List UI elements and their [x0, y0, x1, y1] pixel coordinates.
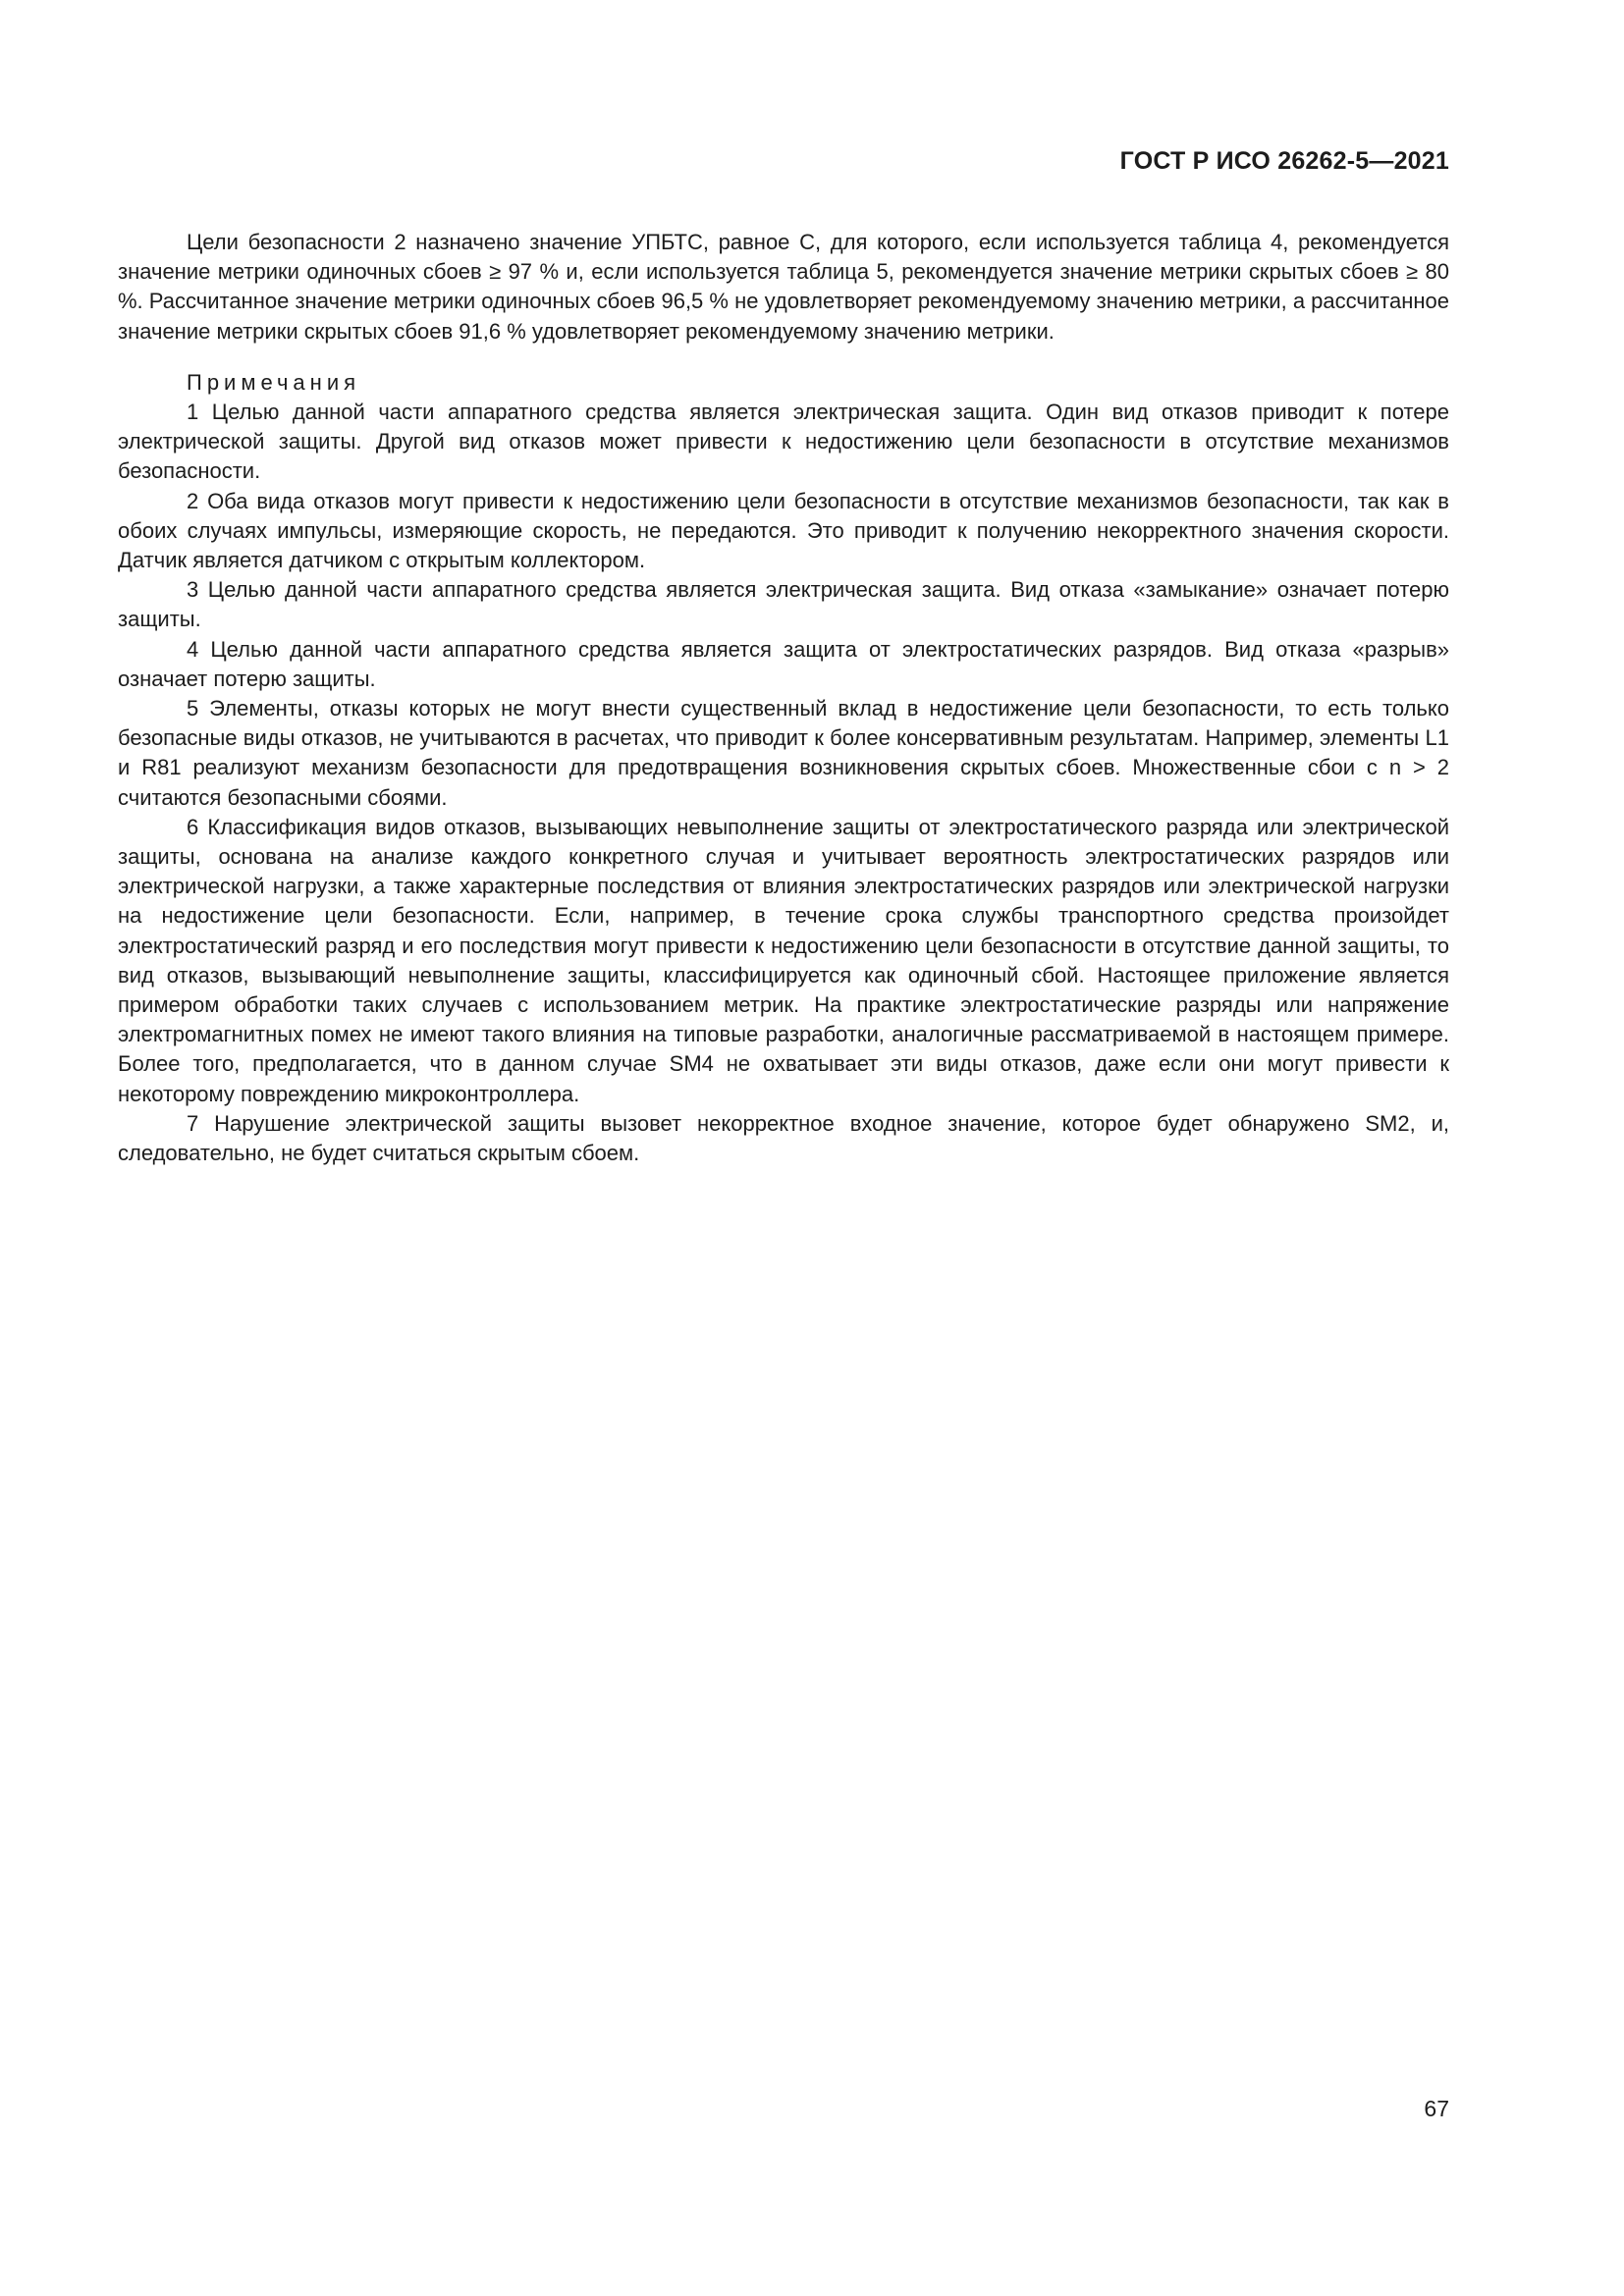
note-1: 1 Целью данной части аппаратного средства является электрическая защита. Один вид отказов приводит к потере электрической защиты. Другой вид отказов может привести к недостижению цели безопасности в отсутствие механизмов безопасности. [118, 400, 1449, 484]
note-3: 3 Целью данной части аппаратного средства является электрическая защита. Вид отказа «замыкание» означает потерю защиты. [118, 577, 1449, 632]
document-body [118, 228, 1449, 1168]
document-header: ГОСТ Р ИСО 26262-5—2021 [1119, 147, 1449, 175]
note-7: 7 Нарушение электрической защиты вызовет некорректное входное значение, которое будет обнаружено SM2, и, следовательно, не будет считаться скрытым сбоем. [118, 1110, 1449, 1166]
notes-title: Примечания [187, 369, 361, 395]
page-number: 67 [1424, 2096, 1449, 2121]
note-4: 4 Целью данной части аппаратного средства является защита от электростатических разрядов. Вид отказа «разрыв» означает потерю защиты. [118, 636, 1449, 691]
note-5: 5 Элементы, отказы которых не могут внести существенный вклад в недостижение цели безопасности, то есть только безопасные виды отказов, не учитываются в расчетах, что приводит к более консервативным результатам. Например, элементы L1 и R81 реализуют механизм безопасности для предотвращения возникновения скрытых сбоев. Множественные сбои с n > 2 считаются безопасными сбоями. [118, 696, 1449, 810]
intro-paragraph: Цели безопасности 2 назначено значение УПБТС, равное С, для которого, если используется таблица 4, рекомендуется значение метрики одиночных сбоев ≥ 97 % и, если используется таблица 5, рекомендуется значение метрики скрытых сбоев ≥ 80 %. Рассчитанное значение метрики одиночных сбоев 96,5 % не удовлетворяет рекомендуемому значению метрики, а рассчитанное значение метрики скрытых сбоев 91,6 % удовлетворяет рекомендуемому значению метрики. [118, 230, 1449, 344]
note-6: 6 Классификация видов отказов, вызывающих невыполнение защиты от электростатического разряда или электрической защиты, основана на анализе каждого конкретного случая и учитывает вероятность электростатических разрядов или электрической нагрузки, а также характерные последствия от влияния электростатических разрядов или электрической нагрузки на недостижение цели безопасности. Если, например, в течение срока службы транспортного средства произойдет электростатический разряд и его последствия могут привести к недостижению цели безопасности в отсутствие данной защиты, то вид отказов, вызывающий невыполнение защиты, классифицируется как одиночный сбой. Настоящее приложение является примером обработки таких случаев с использованием метрик. На практике электростатические разряды или напряжение электромагнитных помех не имеют такого влияния на типовые разработки, аналогичные рассматриваемой в настоящем примере. Более того, предполагается, что в данном случае SM4 не охватывает эти виды отказов, даже если они могут привести к некоторому повреждению микроконтроллера. [118, 814, 1449, 1106]
note-2: 2 Оба вида отказов могут привести к недостижению цели безопасности в отсутствие механизмов безопасности, так как в обоих случаях импульсы, измеряющие скорость, не передаются. Это приводит к получению некорректного значения скорости. Датчик является датчиком с открытым коллектором. [118, 488, 1449, 573]
notes-heading [118, 368, 1449, 398]
